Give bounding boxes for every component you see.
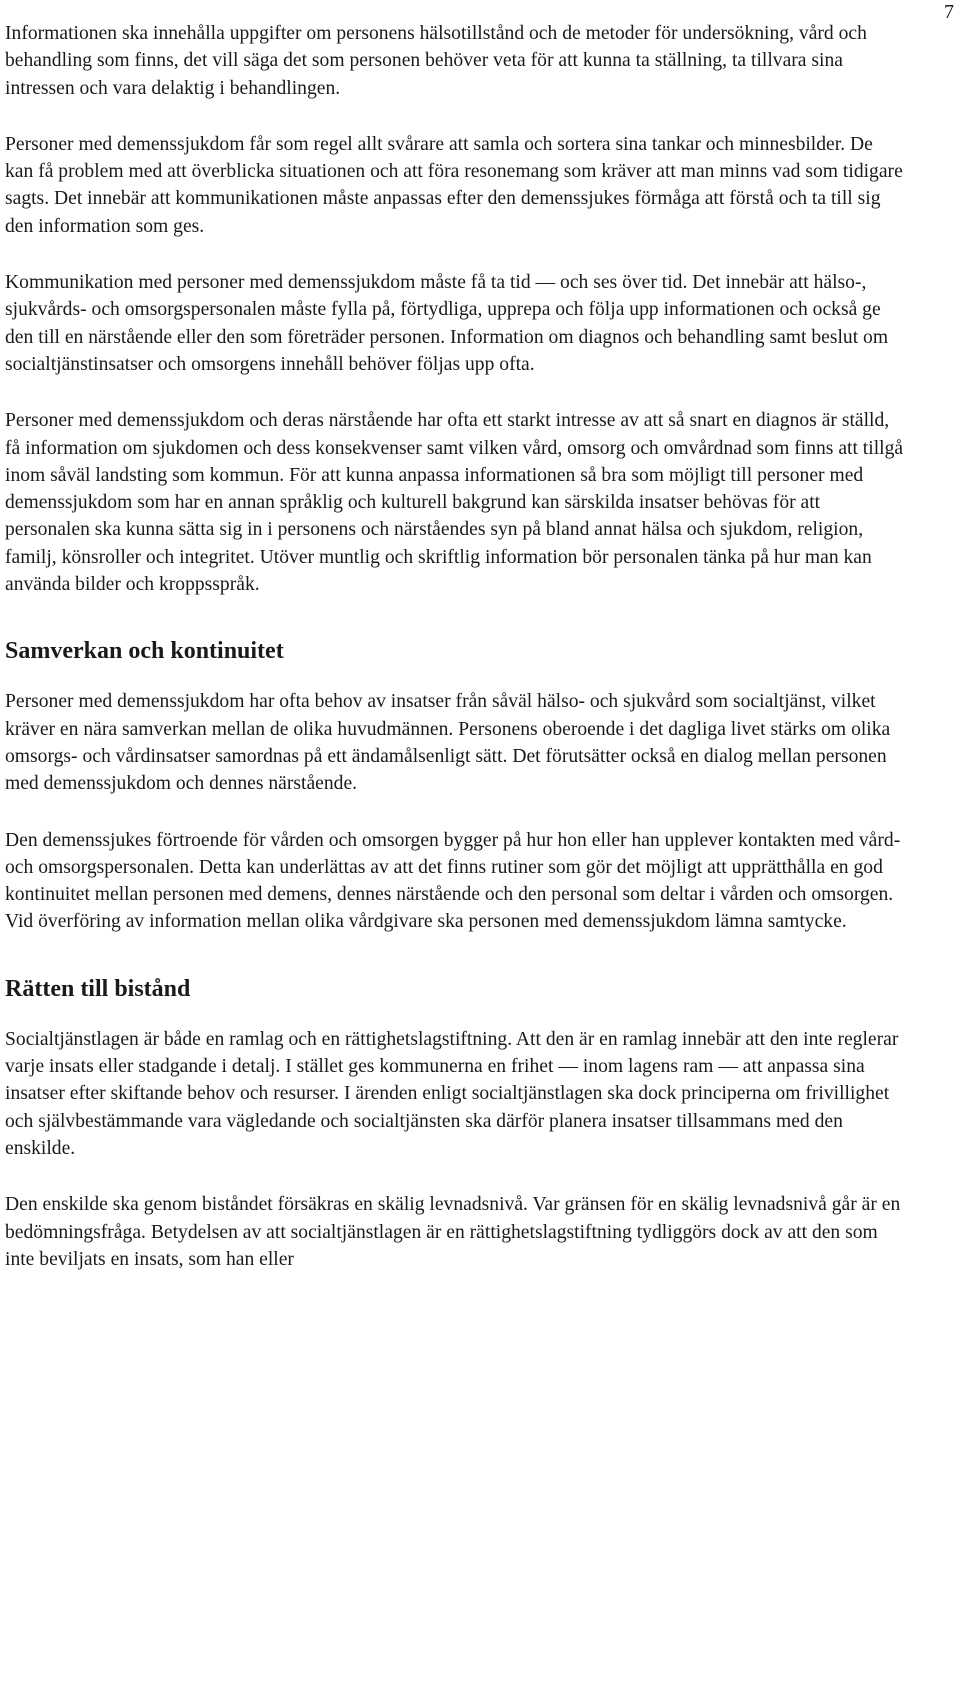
section-information: [5, 20, 905, 598]
paragraph: Informationen ska innehålla uppgifter om personens hälsotillstånd och de metoder för undersökning, vård och behandling som finns, det vill säga det som personen behöver veta för att kunna ta ställning, ta tillvara sina intressen och vara delaktig i behandlingen.: [5, 23, 867, 99]
paragraph: Den enskilde ska genom biståndet försäkras en skälig levnadsnivå. Var gränsen för en skälig levnadsnivå går är en bedömningsfråga. Betydelsen av att socialtjänstlagen är en rättighetslagstiftning tydliggörs dock av att den som inte beviljats en insats, som han eller: [5, 1194, 901, 1270]
paragraph: Kommunikation med personer med demenssjukdom måste få ta tid — och ses över tid. Det innebär att hälso-, sjukvårds- och omsorgspersonalen måste fylla på, förtydliga, upprepa och följa upp informationen och också ge den till en närstående eller den som företräder personen. Information om diagnos och behandling samt beslut om socialtjänstinsatser och omsorgens innehåll behöver följas upp ofta.: [5, 272, 889, 375]
section-heading: Samverkan och kontinuitet: [5, 638, 284, 665]
paragraph: Socialtjänstlagen är både en ramlag och en rättighetslagstiftning. Att den är en ramlag innebär att den inte reglerar varje insats eller stadgande i detalj. I stället ges kommunerna en frihet — inom lagens ram — att anpassa sina insatser efter skiftande behov och resurser. I ärenden enligt socialtjänstlagen ska dock principerna om frivillighet och självbestämmande vara vägledande och socialtjänsten ska därför planera insatser tillsammans med den enskilde.: [5, 1028, 899, 1159]
section-ratten-till-bistand: [5, 974, 905, 1273]
section-heading: Rätten till bistånd: [5, 975, 191, 1002]
paragraph: Den demenssjukes förtroende för vården och omsorgen bygger på hur hon eller han upplever kontakten med vård- och omsorgspersonalen. Detta kan underlättas av att det finns rutiner som gör det möjligt att upprätthålla en god kontinuitet mellan personen med demens, dennes närstående och den personal som deltar i vården och omsorgen. Vid överföring av information mellan olika vårdgivare ska personen med demenssjukdom lämna samtycke.: [5, 829, 901, 933]
paragraph: Personer med demenssjukdom har ofta behov av insatser från såväl hälso- och sjukvård som socialtjänst, vilket kräver en nära samverkan mellan de olika huvudmännen. Personens oberoende i det dagliga livet stärks om olika omsorgs- och vårdinsatser samordnas på ett ändamålsenligt sätt. Det förutsätter också en dialog mellan personen med demenssjukdom och dennes närstående.: [5, 691, 891, 795]
paragraph: Personer med demenssjukdom får som regel allt svårare att samla och sortera sina tankar och minnesbilder. De kan få problem med att överblicka situationen och att föra resonemang som kräver att man minns vad som tidigare sagts. Det innebär att kommunikationen måste anpassas efter den demenssjukes förmåga att förstå och ta till sig den information som ges.: [5, 133, 903, 237]
section-samverkan: [5, 636, 905, 935]
page-number: 7: [944, 1, 954, 23]
document-body: [5, 20, 905, 1302]
paragraph: Personer med demenssjukdom och deras närstående har ofta ett starkt intresse av att så snart en diagnos är ställd, få information om sjukdomen och dess konsekvenser samt vilken vård, omsorg och omvårdnad som finns att tillgå inom såväl landsting som kommun. För att kunna anpassa informationen så bra som möjligt till personer med demenssjukdom som har en annan språklig och kulturell bakgrund kan särskilda insatser behövas för att personalen ska kunna sätta sig in i personens och närståendes syn på bland annat hälsa och sjukdom, religion, familj, könsroller och integritet. Utöver muntlig och skriftlig information bör personalen tänka på hur man kan använda bilder och kroppsspråk.: [5, 410, 904, 596]
